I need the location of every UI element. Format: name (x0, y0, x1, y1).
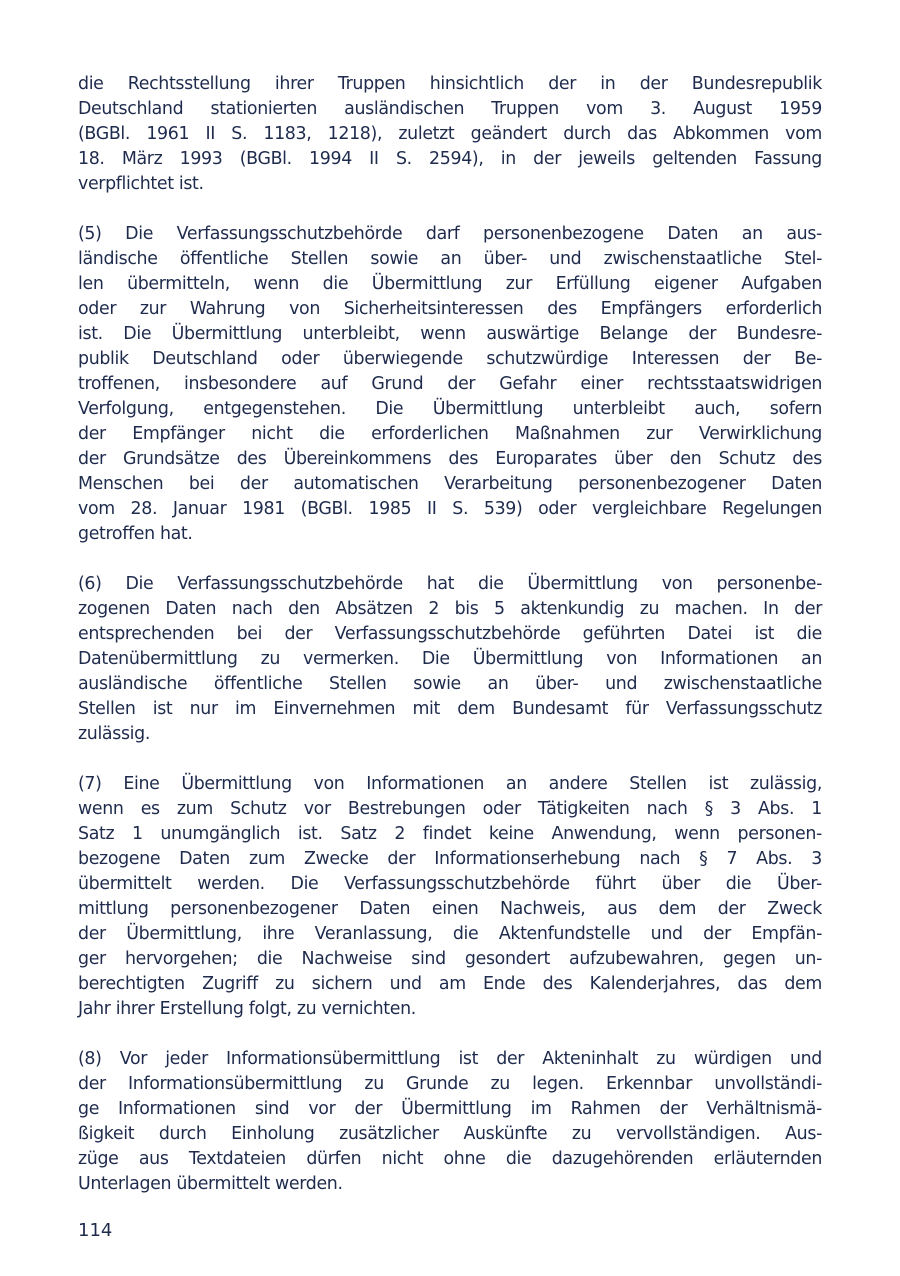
text-line: der Grundsätze des Übereinkommens des Europarates über den Schutz des (78, 449, 822, 469)
paragraph-absatz-8 (78, 1047, 822, 1197)
text-line: ausländische öffentliche Stellen sowie an über- und zwischenstaatliche (78, 674, 822, 694)
paragraph-absatz-5 (78, 222, 822, 547)
text-line: die Rechtsstellung ihrer Truppen hinsichtlich der in der Bundesrepublik (78, 74, 822, 94)
text-line: ßigkeit durch Einholung zusätzlicher Auskünfte zu vervollständigen. Aus- (78, 1124, 822, 1144)
text-line: bezogene Daten zum Zwecke der Informationserhebung nach § 7 Abs. 3 (78, 849, 822, 869)
text-line: getroffen hat. (78, 524, 193, 544)
text-line: ger hervorgehen; die Nachweise sind gesondert aufzubewahren, gegen un- (78, 949, 822, 969)
text-line: (8) Vor jeder Informationsübermittlung ist der Akteninhalt zu würdigen und (78, 1049, 822, 1069)
text-line: len übermitteln, wenn die Übermittlung zur Erfüllung eigener Aufgaben (78, 274, 822, 294)
text-line: vom 28. Januar 1981 (BGBl. 1985 II S. 539) oder vergleichbare Regelungen (78, 499, 822, 519)
text-line: entsprechenden bei der Verfassungsschutzbehörde geführten Datei ist die (78, 624, 822, 644)
text-line: (5) Die Verfassungsschutzbehörde darf personenbezogene Daten an aus- (78, 224, 822, 244)
text-line: zulässig. (78, 724, 151, 744)
text-line: züge aus Textdateien dürfen nicht ohne die dazugehörenden erläuternden (78, 1149, 822, 1169)
text-line: oder zur Wahrung von Sicherheitsinteressen des Empfängers erforderlich (78, 299, 822, 319)
text-line: Deutschland stationierten ausländischen Truppen vom 3. August 1959 (78, 99, 822, 119)
text-line: der Informationsübermittlung zu Grunde zu legen. Erkennbar unvollständi- (78, 1074, 822, 1094)
page-number: 114 (78, 1220, 113, 1241)
text-line: der Empfänger nicht die erforderlichen Maßnahmen zur Verwirklichung (78, 424, 822, 444)
text-line: berechtigten Zugriff zu sichern und am Ende des Kalenderjahres, das dem (78, 974, 822, 994)
document-page (78, 72, 822, 1222)
text-line: (6) Die Verfassungsschutzbehörde hat die Übermittlung von personenbe- (78, 574, 822, 594)
paragraph-absatz-7 (78, 772, 822, 1022)
text-line: ge Informationen sind vor der Übermittlung im Rahmen der Verhältnismä- (78, 1099, 822, 1119)
paragraph-continuation (78, 72, 822, 197)
text-line: publik Deutschland oder überwiegende schutzwürdige Interessen der Be- (78, 349, 822, 369)
text-line: (BGBl. 1961 II S. 1183, 1218), zuletzt geändert durch das Abkommen vom (78, 124, 822, 144)
text-line: Stellen ist nur im Einvernehmen mit dem Bundesamt für Verfassungsschutz (78, 699, 822, 719)
paragraph-absatz-6 (78, 572, 822, 747)
text-line: wenn es zum Schutz vor Bestrebungen oder Tätigkeiten nach § 3 Abs. 1 (78, 799, 822, 819)
text-line: übermittelt werden. Die Verfassungsschutzbehörde führt über die Über- (78, 874, 822, 894)
text-line: Unterlagen übermittelt werden. (78, 1174, 343, 1194)
text-line: zogenen Daten nach den Absätzen 2 bis 5 aktenkundig zu machen. In der (78, 599, 822, 619)
text-line: Satz 1 unumgänglich ist. Satz 2 findet keine Anwendung, wenn personen- (78, 824, 822, 844)
text-line: Menschen bei der automatischen Verarbeitung personenbezogener Daten (78, 474, 822, 494)
text-line: 18. März 1993 (BGBl. 1994 II S. 2594), in der jeweils geltenden Fassung (78, 149, 822, 169)
text-line: ländische öffentliche Stellen sowie an über- und zwischenstaatliche Stel- (78, 249, 822, 269)
text-line: Jahr ihrer Erstellung folgt, zu vernichten. (78, 999, 416, 1019)
text-line: (7) Eine Übermittlung von Informationen an andere Stellen ist zulässig, (78, 774, 822, 794)
text-line: troffenen, insbesondere auf Grund der Gefahr einer rechtsstaatswidrigen (78, 374, 822, 394)
text-line: Datenübermittlung zu vermerken. Die Übermittlung von Informationen an (78, 649, 822, 669)
text-line: Verfolgung, entgegenstehen. Die Übermittlung unterbleibt auch, sofern (78, 399, 822, 419)
text-line: ist. Die Übermittlung unterbleibt, wenn auswärtige Belange der Bundesre- (78, 324, 822, 344)
text-line: verpflichtet ist. (78, 174, 204, 194)
text-line: der Übermittlung, ihre Veranlassung, die Aktenfundstelle und der Empfän- (78, 924, 822, 944)
text-line: mittlung personenbezogener Daten einen Nachweis, aus dem der Zweck (78, 899, 822, 919)
